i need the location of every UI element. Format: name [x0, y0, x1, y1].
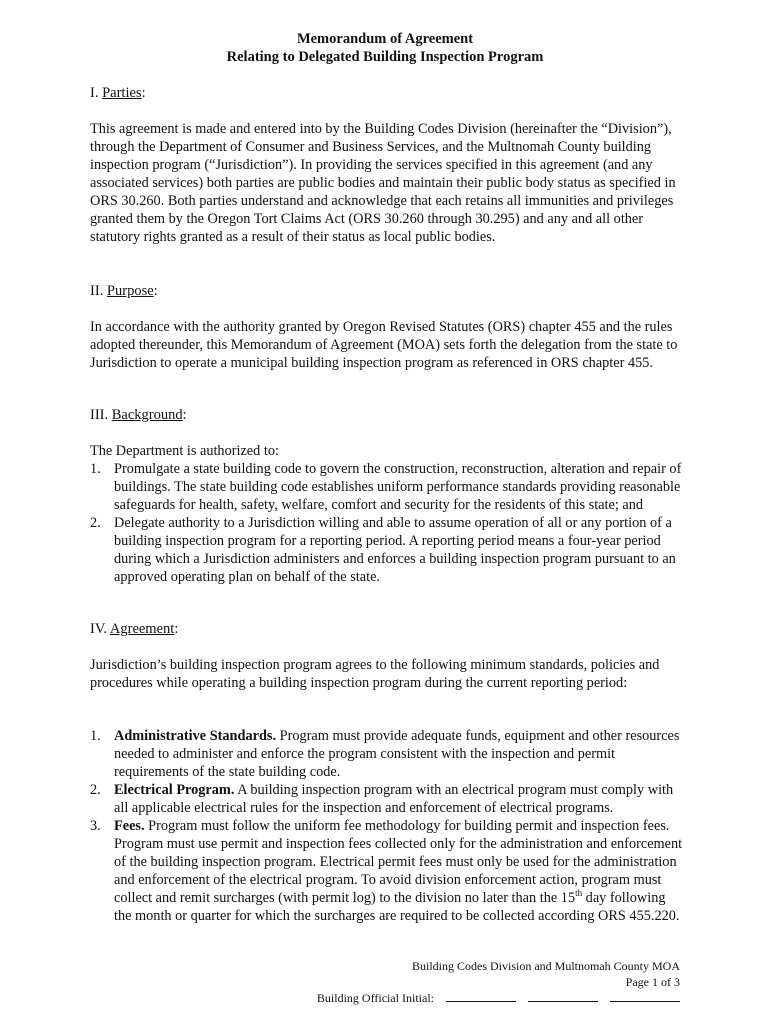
list-item-title: Administrative Standards. [114, 728, 277, 744]
footer-document-name: Building Codes Division and Multnomah County MOA [411, 959, 680, 973]
list-item-text: Promulgate a state building code to govern the construction, reconstruction, alteration and repair of buildings. The state building code establishes uniform performance standards providing reasonable safeguards for health, safety, welfare, comfort and security for the residents of this state; and [114, 461, 682, 513]
section-heading-parties: I. Parties: [90, 85, 146, 101]
initial-blank[interactable] [446, 990, 516, 1002]
document-title: Memorandum of Agreement [296, 31, 474, 47]
list-item [90, 460, 684, 514]
initial-label: Building Official Initial: [316, 991, 434, 1005]
section-heading-text: Purpose [106, 283, 154, 299]
list-item [90, 727, 684, 781]
list-item [90, 817, 684, 925]
section-numeral: IV. [90, 621, 110, 637]
list-item-number: 1. [90, 461, 101, 477]
background-list [90, 460, 684, 586]
list-item-text: day following the month or quarter for which the surcharges are required to be collected according ORS 455.220. [114, 890, 680, 924]
list-item-title: Electrical Program. [114, 782, 235, 798]
list-item-number: 1. [90, 728, 101, 744]
ordinal-suffix: th [575, 888, 583, 899]
parties-paragraph: This agreement is made and entered into by the Building Codes Division (hereinafter the “Division”), through the Department of Consumer and Business Services, and the Multnomah County building inspection program (“Jurisdiction”). In providing the services specified in this agreement (and any associated services) both parties are public bodies and maintain their public body status as specified in ORS 30.260. Both parties understand and acknowledge that each retains all immunities and privileges granted them by the Oregon Tort Claims Act (ORS 30.260 through 30.295) and any and all other statutory rights granted as a result of their status as local public bodies. [90, 121, 676, 245]
initial-blank[interactable] [528, 990, 598, 1002]
list-item-number: 3. [90, 818, 101, 834]
section-numeral: II. [90, 283, 107, 299]
list-item-title: Fees. [114, 818, 145, 834]
list-item-text: A building inspection program with an electrical program must comply with all applicable electrical rules for the inspection and enforcement of electrical programs. [114, 782, 674, 816]
background-intro: The Department is authorized to: [90, 443, 279, 459]
document-subtitle: Relating to Delegated Building Inspection Program [226, 49, 544, 65]
initial-blank[interactable] [610, 990, 680, 1002]
agreement-list [90, 727, 684, 925]
section-heading-purpose: II. Purpose: [90, 283, 158, 299]
agreement-intro: Jurisdiction’s building inspection program agrees to the following minimum standards, policies and procedures while operating a building inspection program during the current reporting period: [90, 657, 660, 691]
section-numeral: I. [90, 85, 103, 101]
section-heading-text: Agreement [109, 621, 175, 637]
list-item [90, 781, 684, 817]
list-item-text: Program must provide adequate funds, equipment and other resources needed to administer and enforce the program consistent with the inspection and permit requirements of the state building code. [114, 728, 680, 780]
footer-page-number: Page 1 of 3 [625, 975, 680, 989]
section-heading-background: III. Background: [90, 407, 187, 423]
list-item [90, 514, 684, 586]
section-heading-text: Background [111, 407, 183, 423]
section-numeral: III. [90, 407, 112, 423]
list-item-number: 2. [90, 782, 101, 798]
purpose-paragraph: In accordance with the authority granted by Oregon Revised Statutes (ORS) chapter 455 and the rules adopted thereunder, this Memorandum of Agreement (MOA) sets forth the delegation from the state to Jurisdiction to operate a municipal building inspection program as referenced in ORS chapter 455. [90, 319, 678, 371]
list-item-number: 2. [90, 515, 101, 531]
section-heading-agreement: IV. Agreement: [90, 621, 179, 637]
section-heading-text: Parties [102, 85, 142, 101]
list-item-text: Program must follow the uniform fee methodology for building permit and inspection fees. Program must use permit and inspection fees collected only for the administration and enforcement of the building inspection program. Electrical permit fees must only be used for the administration and enforcement of the electrical program. To avoid division enforcement action, program must collect and remit surcharges (with permit log) to the division no later than the 15 [114, 818, 683, 906]
list-item-text: Delegate authority to a Jurisdiction willing and able to assume operation of all or any portion of a building inspection program for a reporting period. A reporting period means a four-year period during which a Jurisdiction administers and enforces a building inspection program pursuant to an approved operating plan on behalf of the state. [114, 515, 676, 585]
footer-initial-line [317, 990, 680, 1006]
